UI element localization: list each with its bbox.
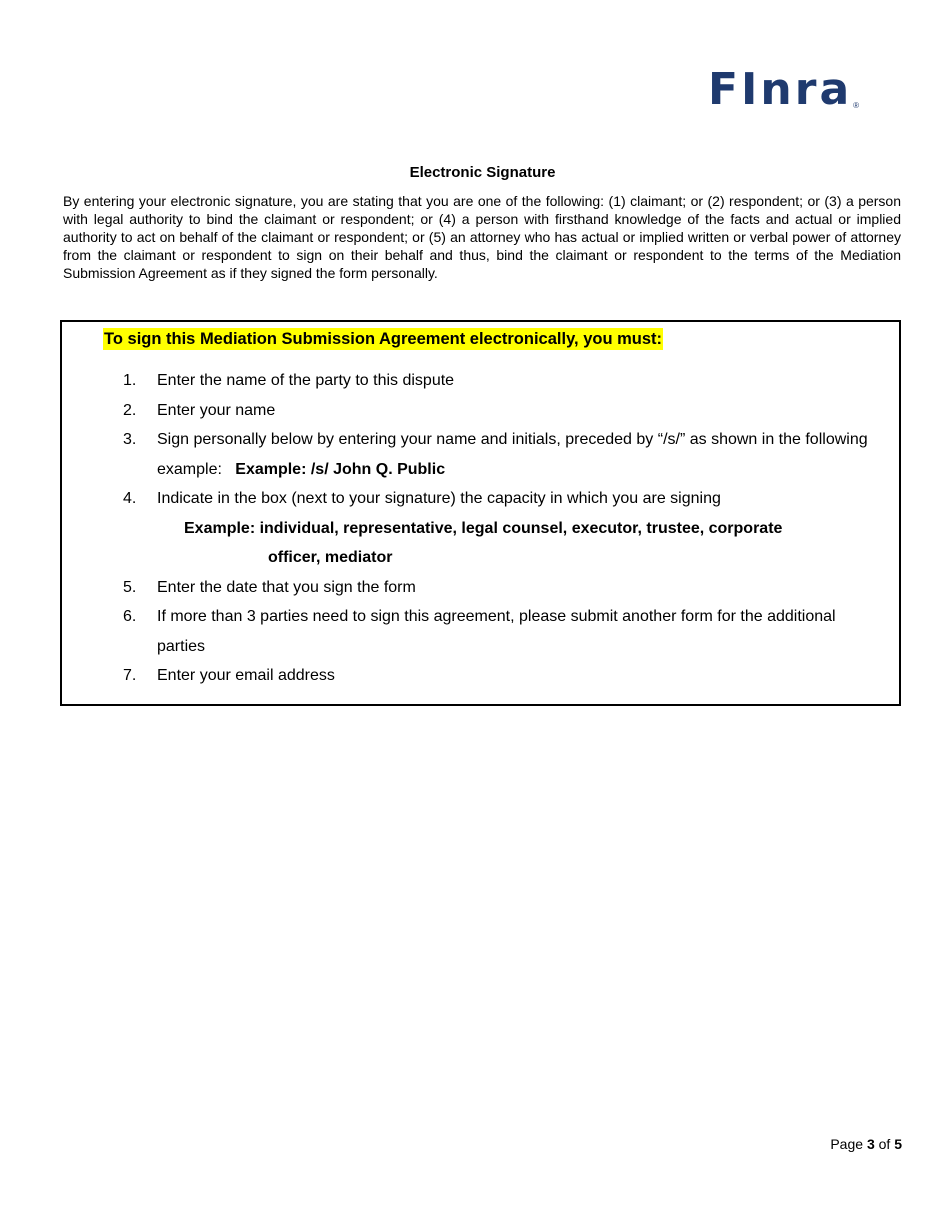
page-title: Electronic Signature	[409, 164, 556, 181]
example-line: officer, mediator	[268, 549, 393, 566]
page-number	[830, 1136, 902, 1152]
step-text: Enter the name of the party to this dispute	[157, 372, 455, 389]
example-line: Example: individual, representative, legal counsel, executor, trustee, corporate	[184, 519, 783, 537]
step-example: Example: /s/ John Q. Public	[235, 460, 446, 478]
step-number: 6.	[123, 608, 137, 625]
step-item	[62, 396, 899, 426]
page-label: Page	[830, 1136, 864, 1152]
logo-registered-mark: ®	[853, 101, 860, 110]
step-text: Enter your email address	[157, 667, 335, 684]
step-number: 7.	[123, 667, 137, 684]
total-pages: 5	[894, 1136, 902, 1152]
step-text: Sign personally below by entering your name and initials, preceded by “/s/” as shown in the following example:	[157, 431, 868, 478]
step-text: Enter the date that you sign the form	[157, 578, 416, 596]
logo-text: FInra	[708, 64, 853, 115]
finra-logo	[708, 62, 868, 115]
step-text: Enter your name	[157, 401, 276, 419]
step-item	[62, 602, 899, 661]
current-page: 3	[866, 1136, 875, 1152]
step-text: Indicate in the box (next to your signature) the capacity in which you are signing	[157, 490, 721, 507]
step-number: 3.	[123, 431, 137, 448]
page-of-label: of	[878, 1136, 891, 1152]
step-item	[62, 366, 899, 396]
steps-list	[62, 366, 899, 691]
instructions-box	[60, 320, 901, 706]
step-text: If more than 3 parties need to sign this agreement, please submit another form for the additional parties	[157, 608, 836, 655]
step-item	[62, 425, 899, 484]
step-item	[62, 573, 899, 603]
step-item	[62, 484, 899, 573]
step-number: 1.	[123, 372, 137, 389]
intro-paragraph: By entering your electronic signature, you are stating that you are one of the following: (1) claimant; or (2) respondent; or (3) a person with legal authority to bind the claimant or respondent; or (4) a person with firsthand knowledge of the facts and actual or implied authority to act on behalf of the claimant or respondent; or (5) an attorney who has actual or implied written or verbal power of attorney from the claimant or respondent to sign on their behalf and thus, bind the claimant or respondent to the terms of the Mediation Submission Agreement as if they signed the form personally.	[63, 193, 901, 281]
instructions-heading: To sign this Mediation Submission Agreement electronically, you must:	[104, 330, 663, 348]
step-number: 4.	[123, 490, 137, 507]
step-number: 5.	[123, 578, 137, 596]
step-number: 2.	[123, 401, 137, 419]
step-example	[157, 514, 887, 573]
step-item	[62, 661, 899, 691]
